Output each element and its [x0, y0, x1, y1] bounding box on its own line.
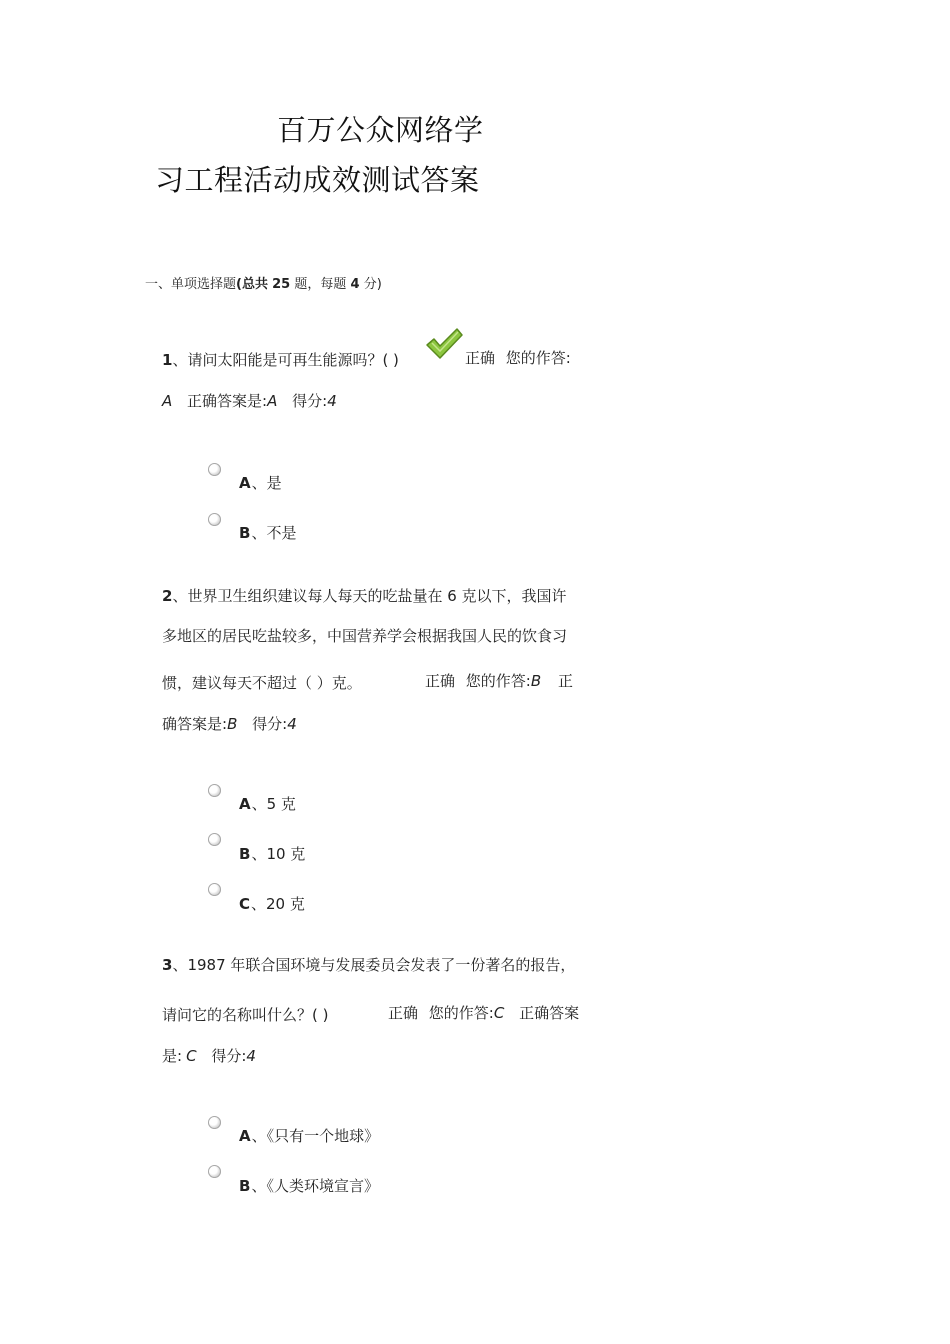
question-2-option-b[interactable] — [239, 843, 305, 864]
option-letter: A — [239, 474, 251, 492]
your-answer-label: 您的作答: — [428, 1004, 494, 1022]
check-icon — [424, 326, 464, 362]
option-letter: A — [239, 1127, 251, 1145]
question-2-line-3: 惯，建议每天不超过（ ）克。 — [162, 674, 362, 692]
option-letter: B — [239, 1177, 251, 1195]
question-1-correct-answer: A — [267, 392, 278, 410]
question-3-your-answer: C — [493, 1004, 505, 1022]
option-text: 、20 克 — [251, 895, 305, 913]
question-2-number: 2 — [162, 587, 173, 605]
question-3-option-b[interactable] — [239, 1175, 379, 1196]
question-3-text-1: 、1987 年联合国环境与发展委员会发表了一份著名的报告， — [172, 956, 576, 974]
question-1-line-1 — [162, 350, 399, 370]
radio-icon[interactable] — [208, 1116, 221, 1129]
question-2-answer-line — [162, 714, 297, 734]
option-text: 、5 克 — [251, 795, 296, 813]
radio-icon[interactable] — [208, 1165, 221, 1178]
correct-answer-label: 确答案是: — [162, 715, 228, 733]
radio-icon[interactable] — [208, 784, 221, 797]
radio-icon[interactable] — [208, 883, 221, 896]
status-label: 正确 — [388, 1004, 419, 1022]
question-2-score: 4 — [287, 715, 297, 733]
question-1-your-answer: A — [162, 392, 173, 410]
question-1-result — [465, 348, 571, 368]
page-title-line-2: 习工程活动成效测试答案 — [155, 163, 480, 197]
your-answer-label: 您的作答: — [465, 672, 531, 690]
option-text: 、《只有一个地球》 — [251, 1127, 380, 1145]
radio-icon[interactable] — [208, 833, 221, 846]
question-3-correct-answer: C — [186, 1047, 197, 1065]
correct-answer-suffix: 是: — [162, 1047, 183, 1065]
section-heading — [145, 273, 382, 292]
option-letter: B — [239, 845, 251, 863]
question-2-result — [425, 671, 573, 691]
section-open: (总共 — [236, 277, 268, 292]
option-letter: A — [239, 795, 251, 813]
status-label: 正确 — [425, 672, 456, 690]
section-close: 分) — [363, 277, 382, 292]
question-1-option-b[interactable] — [239, 522, 296, 543]
option-letter: C — [239, 895, 251, 913]
score-label: 得分: — [292, 392, 328, 410]
question-1-score: 4 — [327, 392, 337, 410]
option-text: 、是 — [251, 474, 282, 492]
question-1-answer-line — [162, 391, 337, 411]
question-2-your-answer: B — [530, 672, 542, 690]
option-letter: B — [239, 524, 251, 542]
question-2-option-a[interactable] — [239, 793, 296, 814]
option-text: 、10 克 — [251, 845, 306, 863]
option-text: 、不是 — [251, 524, 297, 542]
status-trail: 正 — [557, 672, 573, 690]
radio-icon[interactable] — [208, 463, 221, 476]
question-3-answer-line — [162, 1046, 256, 1066]
question-2-option-c[interactable] — [239, 893, 305, 914]
question-3-option-a[interactable] — [239, 1125, 379, 1146]
question-1-number: 1 — [162, 351, 173, 369]
question-1-text: 、请问太阳能是可再生能源吗？( ) — [172, 351, 399, 369]
correct-answer-label: 正确答案是: — [187, 392, 268, 410]
question-3-score: 4 — [246, 1047, 256, 1065]
question-1-option-a[interactable] — [239, 472, 282, 493]
question-3-number: 3 — [162, 956, 173, 974]
score-label: 得分: — [252, 715, 288, 733]
section-mid: 题，每题 — [294, 277, 347, 292]
section-count: 25 — [272, 277, 291, 292]
page-title-line-1: 百万公众网络学 — [277, 113, 484, 147]
question-2-line-1 — [162, 586, 567, 606]
your-answer-label: 您的作答: — [505, 349, 571, 367]
section-points: 4 — [350, 277, 360, 292]
question-3-result — [388, 1003, 579, 1023]
question-3-line-2: 请问它的名称叫什么？( ) — [162, 1006, 329, 1024]
question-2-text-1: 、世界卫生组织建议每人每天的吃盐量在 6 克以下，我国许 — [172, 587, 567, 605]
question-2-line-2: 多地区的居民吃盐较多，中国营养学会根据我国人民的饮食习 — [162, 627, 568, 645]
section-prefix: 一、单项选择题 — [145, 277, 237, 292]
question-3-line-1 — [162, 955, 575, 975]
radio-icon[interactable] — [208, 513, 221, 526]
option-text: 、《人类环境宣言》 — [251, 1177, 379, 1195]
correct-answer-prefix: 正确答案 — [519, 1004, 580, 1022]
status-label: 正确 — [465, 349, 496, 367]
score-label: 得分: — [211, 1047, 247, 1065]
question-2-correct-answer: B — [227, 715, 238, 733]
